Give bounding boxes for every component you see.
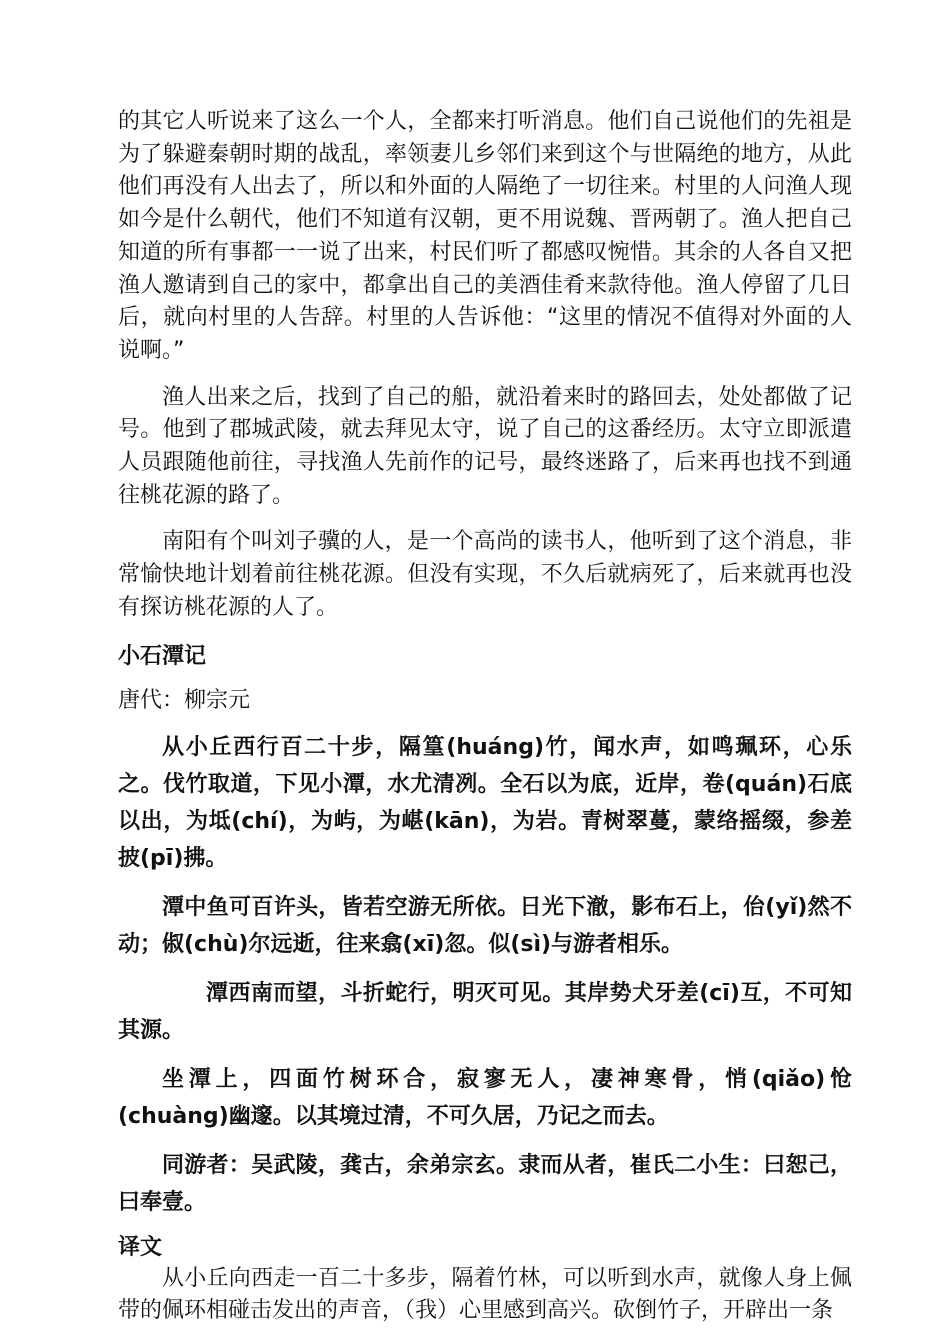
translation-paragraph: 的其它人听说来了这么一个人，全都来打听消息。他们自己说他们的先祖是为了躲避秦朝时期的战乱，率领妻儿乡邻们来到这个与世隔绝的地方，从此他们再没有人出去了，所以和外面的人隔绝了一切往来。村里的人问渔人现如今是什么朝代，他们不知道有汉朝，更不用说魏、晋两朝了。渔人把自己知道的所有事都一一说了出来，村民们听了都感叹惋惜。其余的人各自又把渔人邀请到自己的家中，都拿出自己的美酒佳肴来款待他。渔人停留了几日后，就向村里的人告辞。村里的人告诉他：“这里的情况不值得对外面的人说啊。” — [118, 109, 852, 363]
original-paragraph: 从小丘西行百二十步，隔篁(huáng)竹，闻水声，如鸣珮环，心乐之。伐竹取道，下见小潭，水尤清冽。全石以为底，近岸，卷(quán)石底以出，为坻(chí)，为屿，为嵁(kān)，为岩。青树翠蔓，蒙络摇缀，参差披(pī)拂。 — [118, 734, 852, 871]
translation-heading: 译文 — [118, 1234, 163, 1260]
original-paragraph: 同游者：吴武陵，龚古，余弟宗玄。隶而从者，崔氏二小生：曰恕己，曰奉壹。 — [118, 1152, 852, 1215]
original-paragraph: 坐潭上，四面竹树环合，寂寥无人，凄神寒骨，悄(qiǎo)怆(chuàng)幽邃。以其境过清，不可久居，乃记之而去。 — [118, 1066, 852, 1129]
translation-paragraph: 渔人出来之后，找到了自己的船，就沿着来时的路回去，处处都做了记号。他到了郡城武陵，就去拜见太守，说了自己的这番经历。太守立即派遣人员跟随他前往，寻找渔人先前作的记号，最终迷路了，后来再也找不到通往桃花源的路了。 — [118, 384, 852, 508]
document-page — [118, 106, 852, 1328]
original-paragraph: 潭中鱼可百许头，皆若空游无所依。日光下澈，影布石上，佁(yǐ)然不动；俶(chù)尔远逝，往来翕(xī)忽。似(sì)与游者相乐。 — [118, 894, 852, 957]
translation-paragraph: 从小丘向西走一百二十多步，隔着竹林，可以听到水声，就像人身上佩带的佩环相碰击发出的声音，（我）心里感到高兴。砍倒竹子，开辟出一条 — [118, 1265, 852, 1324]
original-paragraph: 潭西南而望，斗折蛇行，明灭可见。其岸势犬牙差(cī)互，不可知其源。 — [118, 980, 852, 1043]
author-line: 唐代：柳宗元 — [118, 687, 251, 713]
translation-paragraph: 南阳有个叫刘子骥的人，是一个高尚的读书人，他听到了这个消息，非常愉快地计划着前往桃花源。但没有实现，不久后就病死了，后来就再也没有探访桃花源的人了。 — [118, 529, 852, 620]
section-title: 小石潭记 — [118, 643, 207, 669]
